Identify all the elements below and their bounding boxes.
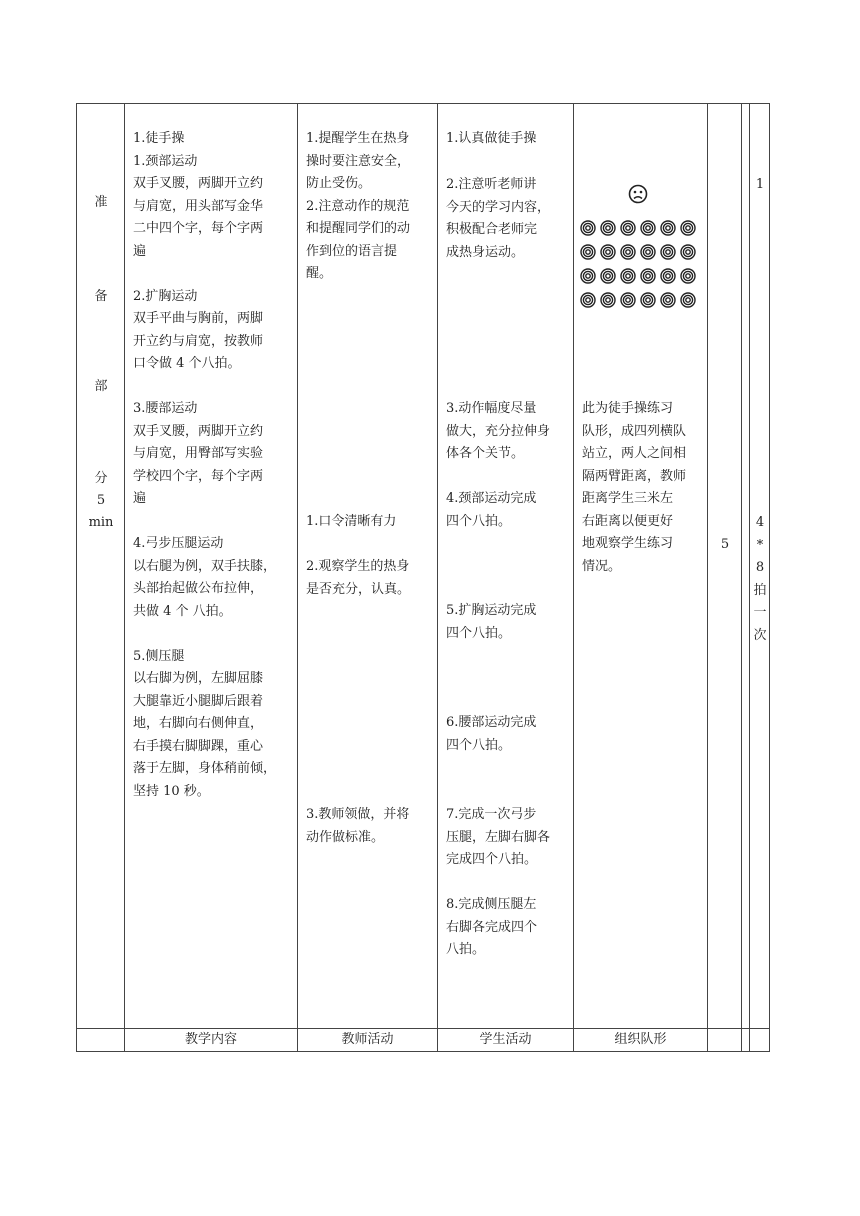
student-line: 今天的学习内容， <box>446 199 551 215</box>
content-line: 双手叉腰，两脚开立约 <box>133 176 264 191</box>
student-activity-1: 1.认真做徒手操 <box>446 131 537 146</box>
teacher-line: 1.提醒学生在热身 <box>306 131 410 146</box>
time-value: 5 <box>720 537 730 552</box>
content-line: 以右腿为例，双手扶膝， <box>133 558 277 574</box>
student-line: 体各个关节。 <box>446 446 525 461</box>
teacher-activity-observe <box>306 556 434 601</box>
formation-row <box>580 216 696 240</box>
content-line: 双手平曲与胸前，两脚 <box>133 311 264 326</box>
student-marker-icon <box>600 220 616 236</box>
blank-cell <box>742 104 750 1029</box>
lesson-plan-table <box>76 103 770 1052</box>
student-marker-icon <box>600 244 616 260</box>
student-activity-3 <box>446 398 572 466</box>
content-line: 坚持 10 秒。 <box>133 783 210 799</box>
student-line: 3.动作幅度尽量 <box>446 401 537 416</box>
student-activity-4 <box>446 488 572 533</box>
organization-line: 右距离以便更好 <box>582 513 674 529</box>
reps-char: * <box>756 537 764 553</box>
footer-student-label: 学生活动 <box>438 1029 574 1052</box>
student-marker-icon <box>600 292 616 308</box>
student-marker-icon <box>580 220 596 236</box>
reps-char: 一 <box>753 605 767 620</box>
student-line: 右脚各完成四个 <box>446 919 538 935</box>
teacher-activity-warmup <box>306 128 434 286</box>
content-line: 学校四个字，每个字两 <box>133 468 264 484</box>
student-line: 2.注意听老师讲 <box>446 177 537 192</box>
content-block <box>133 286 293 376</box>
teacher-line: 3.教师领做，并将 <box>306 807 410 822</box>
teacher-line: 2.注意动作的规范 <box>306 198 410 214</box>
footer-blank-4 <box>750 1029 770 1052</box>
student-formation-grid <box>580 216 696 312</box>
section-char-1: 准 <box>94 195 108 210</box>
student-marker-icon <box>580 268 596 284</box>
teacher-activity-command: 1.口令清晰有力 <box>306 514 397 529</box>
teacher-line: 醒。 <box>306 266 333 281</box>
content-line: 右手摸右脚脚踝，重心 <box>133 738 264 754</box>
footer-content-label: 教学内容 <box>125 1029 298 1052</box>
content-line: 口令做 4 个八拍。 <box>133 356 241 371</box>
formation-row <box>580 288 696 312</box>
student-marker-icon <box>680 292 696 308</box>
reps-cell <box>750 104 770 1029</box>
student-line: 7.完成一次弓步 <box>446 807 537 822</box>
student-marker-icon <box>620 268 636 284</box>
warmup-row <box>77 104 770 1029</box>
student-line: 4.颈部运动完成 <box>446 491 537 506</box>
student-marker-icon <box>620 292 636 308</box>
organization-line: 隔两臂距离，教师 <box>582 468 687 484</box>
content-line: 1.徒手操 <box>133 131 185 146</box>
content-line: 1.颈部运动 <box>133 153 198 169</box>
teacher-activity-lead <box>306 804 434 849</box>
content-cell <box>125 104 298 1029</box>
student-line: 积极配合老师完 <box>446 222 538 237</box>
teacher-line: 是否充分，认真。 <box>306 581 411 597</box>
student-marker-icon <box>680 268 696 284</box>
footer-org-label: 组织队形 <box>574 1029 708 1052</box>
header-label-row <box>77 1029 770 1052</box>
organization-description <box>582 398 704 578</box>
student-marker-icon <box>660 244 676 260</box>
section-char-3: 部 <box>94 379 108 394</box>
content-line: 双手叉腰，两脚开立约 <box>133 423 264 439</box>
student-line: 四个八拍。 <box>446 513 512 529</box>
student-marker-icon <box>640 292 656 308</box>
content-line: 与肩宽，用臀部写实验 <box>133 446 264 461</box>
student-marker-icon <box>640 244 656 260</box>
reps-top: 1 <box>755 177 765 192</box>
content-line: 与肩宽，用头部写金华 <box>133 198 264 214</box>
organization-cell <box>574 104 708 1029</box>
student-marker-icon <box>640 268 656 284</box>
content-line: 共做 4 个 八拍。 <box>133 603 232 619</box>
reps-char: 次 <box>753 627 767 643</box>
section-char-4: 分 <box>94 471 108 486</box>
time-cell <box>708 104 742 1029</box>
teacher-cell <box>298 104 438 1029</box>
teacher-line: 防止受伤。 <box>306 176 372 191</box>
student-marker-icon <box>600 268 616 284</box>
student-marker-icon <box>680 220 696 236</box>
student-marker-icon <box>580 292 596 308</box>
teacher-line: 2.观察学生的热身 <box>306 559 410 574</box>
organization-line: 地观察学生练习 <box>582 536 674 551</box>
content-line: 大腿靠近小腿脚后跟着 <box>133 693 264 709</box>
organization-line: 情况。 <box>582 558 622 574</box>
student-marker-icon <box>660 292 676 308</box>
footer-blank-2 <box>708 1029 742 1052</box>
student-marker-icon <box>580 244 596 260</box>
content-line: 以右脚为例，左脚屈膝 <box>133 671 264 686</box>
reps-char: 拍 <box>753 582 767 598</box>
content-line: 4.弓步压腿运动 <box>133 536 224 551</box>
content-block <box>133 128 293 263</box>
student-activity-6 <box>446 712 572 757</box>
organization-line: 队形，成四列横队 <box>582 423 687 439</box>
student-activity-2 <box>446 174 572 264</box>
content-line: 2.扩胸运动 <box>133 288 198 304</box>
content-block <box>133 398 293 511</box>
teaching-content <box>133 128 293 803</box>
reps-char: 4 <box>755 515 765 530</box>
student-activity-5 <box>446 600 572 645</box>
content-line: 5.侧压腿 <box>133 648 185 664</box>
teacher-line: 和提醒同学们的动 <box>306 221 411 236</box>
student-line: 8.完成侧压腿左 <box>446 897 537 912</box>
student-marker-icon <box>640 220 656 236</box>
reps-vertical <box>750 512 770 647</box>
organization-line: 此为徒手操练习 <box>582 401 674 416</box>
content-line: 遍 <box>133 491 147 506</box>
student-marker-icon <box>680 244 696 260</box>
organization-line: 距离学生三米左 <box>582 491 674 506</box>
teacher-line: 作到位的语言提 <box>306 243 398 259</box>
content-block <box>133 646 293 804</box>
formation-row <box>580 240 696 264</box>
student-line: 5.扩胸运动完成 <box>446 603 537 618</box>
content-block <box>133 533 293 623</box>
content-line: 3.腰部运动 <box>133 401 198 416</box>
student-cell <box>438 104 574 1029</box>
organization-line: 站立，两人之间相 <box>582 446 687 461</box>
student-line: 四个八拍。 <box>446 625 512 641</box>
section-duration-unit: min <box>88 515 114 530</box>
student-activity-8 <box>446 894 572 962</box>
formation-row <box>580 264 696 288</box>
content-line: 地，右脚向右侧伸直， <box>133 716 264 731</box>
content-line: 开立约与肩宽，按教师 <box>133 333 264 349</box>
content-line: 遍 <box>133 243 147 259</box>
student-activity-7 <box>446 804 572 872</box>
student-line: 6.腰部运动完成 <box>446 715 537 730</box>
reps-char: 8 <box>755 560 765 575</box>
content-line: 落于左脚，身体稍前倾， <box>133 761 277 776</box>
section-duration-num: 5 <box>96 493 106 508</box>
section-cell <box>77 104 125 1029</box>
student-line: 完成四个八拍。 <box>446 852 538 867</box>
student-line: 四个八拍。 <box>446 737 512 753</box>
teacher-line: 动作做标准。 <box>306 829 385 845</box>
student-marker-icon <box>660 220 676 236</box>
student-marker-icon <box>620 244 636 260</box>
student-line: 成热身运动。 <box>446 244 525 260</box>
footer-teacher-label: 教师活动 <box>298 1029 438 1052</box>
section-char-2: 备 <box>94 289 108 304</box>
content-line: 二中四个字，每个字两 <box>133 221 264 236</box>
teacher-line: 操时要注意安全， <box>306 153 411 169</box>
content-line: 头部抬起做公布拉伸， <box>133 581 264 596</box>
student-line: 做大，充分拉伸身 <box>446 423 551 439</box>
footer-blank-1 <box>77 1029 125 1052</box>
footer-blank-3 <box>742 1029 750 1052</box>
student-marker-icon <box>620 220 636 236</box>
student-line: 八拍。 <box>446 942 486 957</box>
student-marker-icon <box>660 268 676 284</box>
student-line: 压腿，左脚右脚各 <box>446 829 551 845</box>
teacher-sad-face-icon <box>628 184 648 204</box>
